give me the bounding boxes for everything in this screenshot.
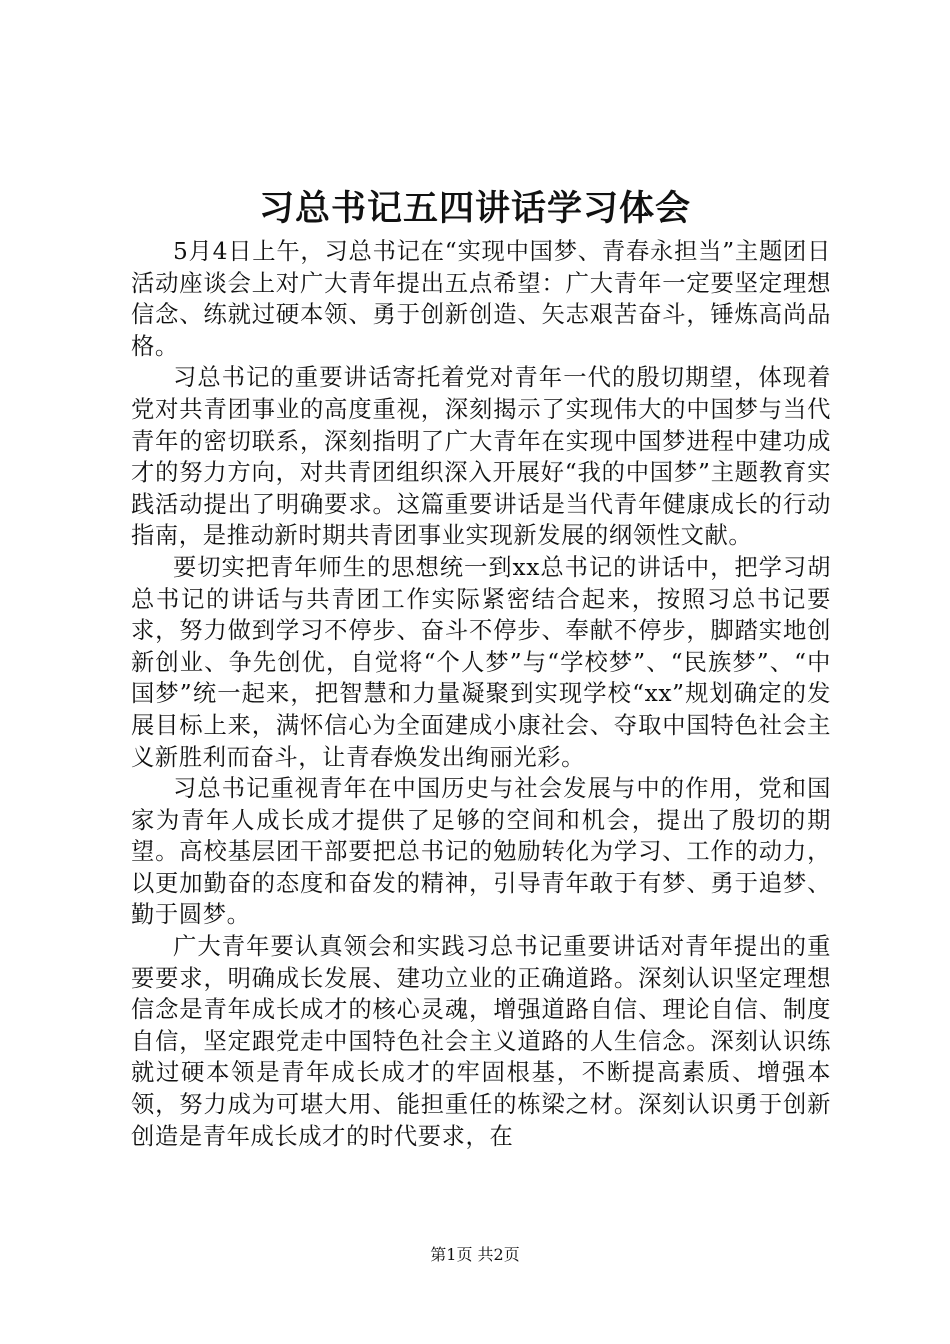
document-body	[131, 236, 831, 1152]
page-footer: 第1页 共2页	[430, 1245, 520, 1264]
paragraph-1: 5月4日上午，习总书记在“实现中国梦、青春永担当”主题团日活动座谈会上对广大青年提出五点希望：广大青年一定要坚定理想信念、练就过硬本领、勇于创新创造、矢志艰苦奋斗，锤炼高尚品格。	[131, 238, 831, 360]
document-title: 习总书记五四讲话学习体会	[258, 188, 691, 229]
paragraph-4: 习总书记重视青年在中国历史与社会发展与中的作用，党和国家为青年人成长成才提供了足够的空间和机会，提出了殷切的期望。高校基层团干部要把总书记的勉励转化为学习、工作的动力，以更加勤奋的态度和奋发的精神，引导青年敢于有梦、勇于追梦、勤于圆梦。	[131, 775, 831, 929]
paragraph-5: 广大青年要认真领会和实践习总书记重要讲话对青年提出的重要要求，明确成长发展、建功立业的正确道路。深刻认识坚定理想信念是青年成长成才的核心灵魂，增强道路自信、理论自信、制度自信，坚定跟党走中国特色社会主义道路的人生信念。深刻认识练就过硬本领是青年成长成才的牢固根基，不断提高素质、增强本领，努力成为可堪大用、能担重任的栋梁之材。深刻认识勇于创新创造是青年成长成才的时代要求，在	[131, 933, 831, 1150]
paragraph-3: 要切实把青年师生的思想统一到xx总书记的讲话中，把学习胡总书记的讲话与共青团工作实际紧密结合起来，按照习总书记要求，努力做到学习不停步、奋斗不停步、奉献不停步，脚踏实地创新创业、争先创优，自觉将“个人梦”与“学校梦”、“民族梦”、“中国梦”统一起来，把智慧和力量凝聚到实现学校“xx”规划确定的发展目标上来，满怀信心为全面建成小康社会、夺取中国特色社会主义新胜利而奋斗，让青春焕发出绚丽光彩。	[131, 553, 831, 771]
paragraph-2: 习总书记的重要讲话寄托着党对青年一代的殷切期望，体现着党对共青团事业的高度重视，深刻揭示了实现伟大的中国梦与当代青年的密切联系，深刻指明了广大青年在实现中国梦进程中建功成才的努力方向，对共青团组织深入开展好“我的中国梦”主题教育实践活动提出了明确要求。这篇重要讲话是当代青年健康成长的行动指南，是推动新时期共青团事业实现新发展的纲领性文献。	[131, 364, 831, 550]
